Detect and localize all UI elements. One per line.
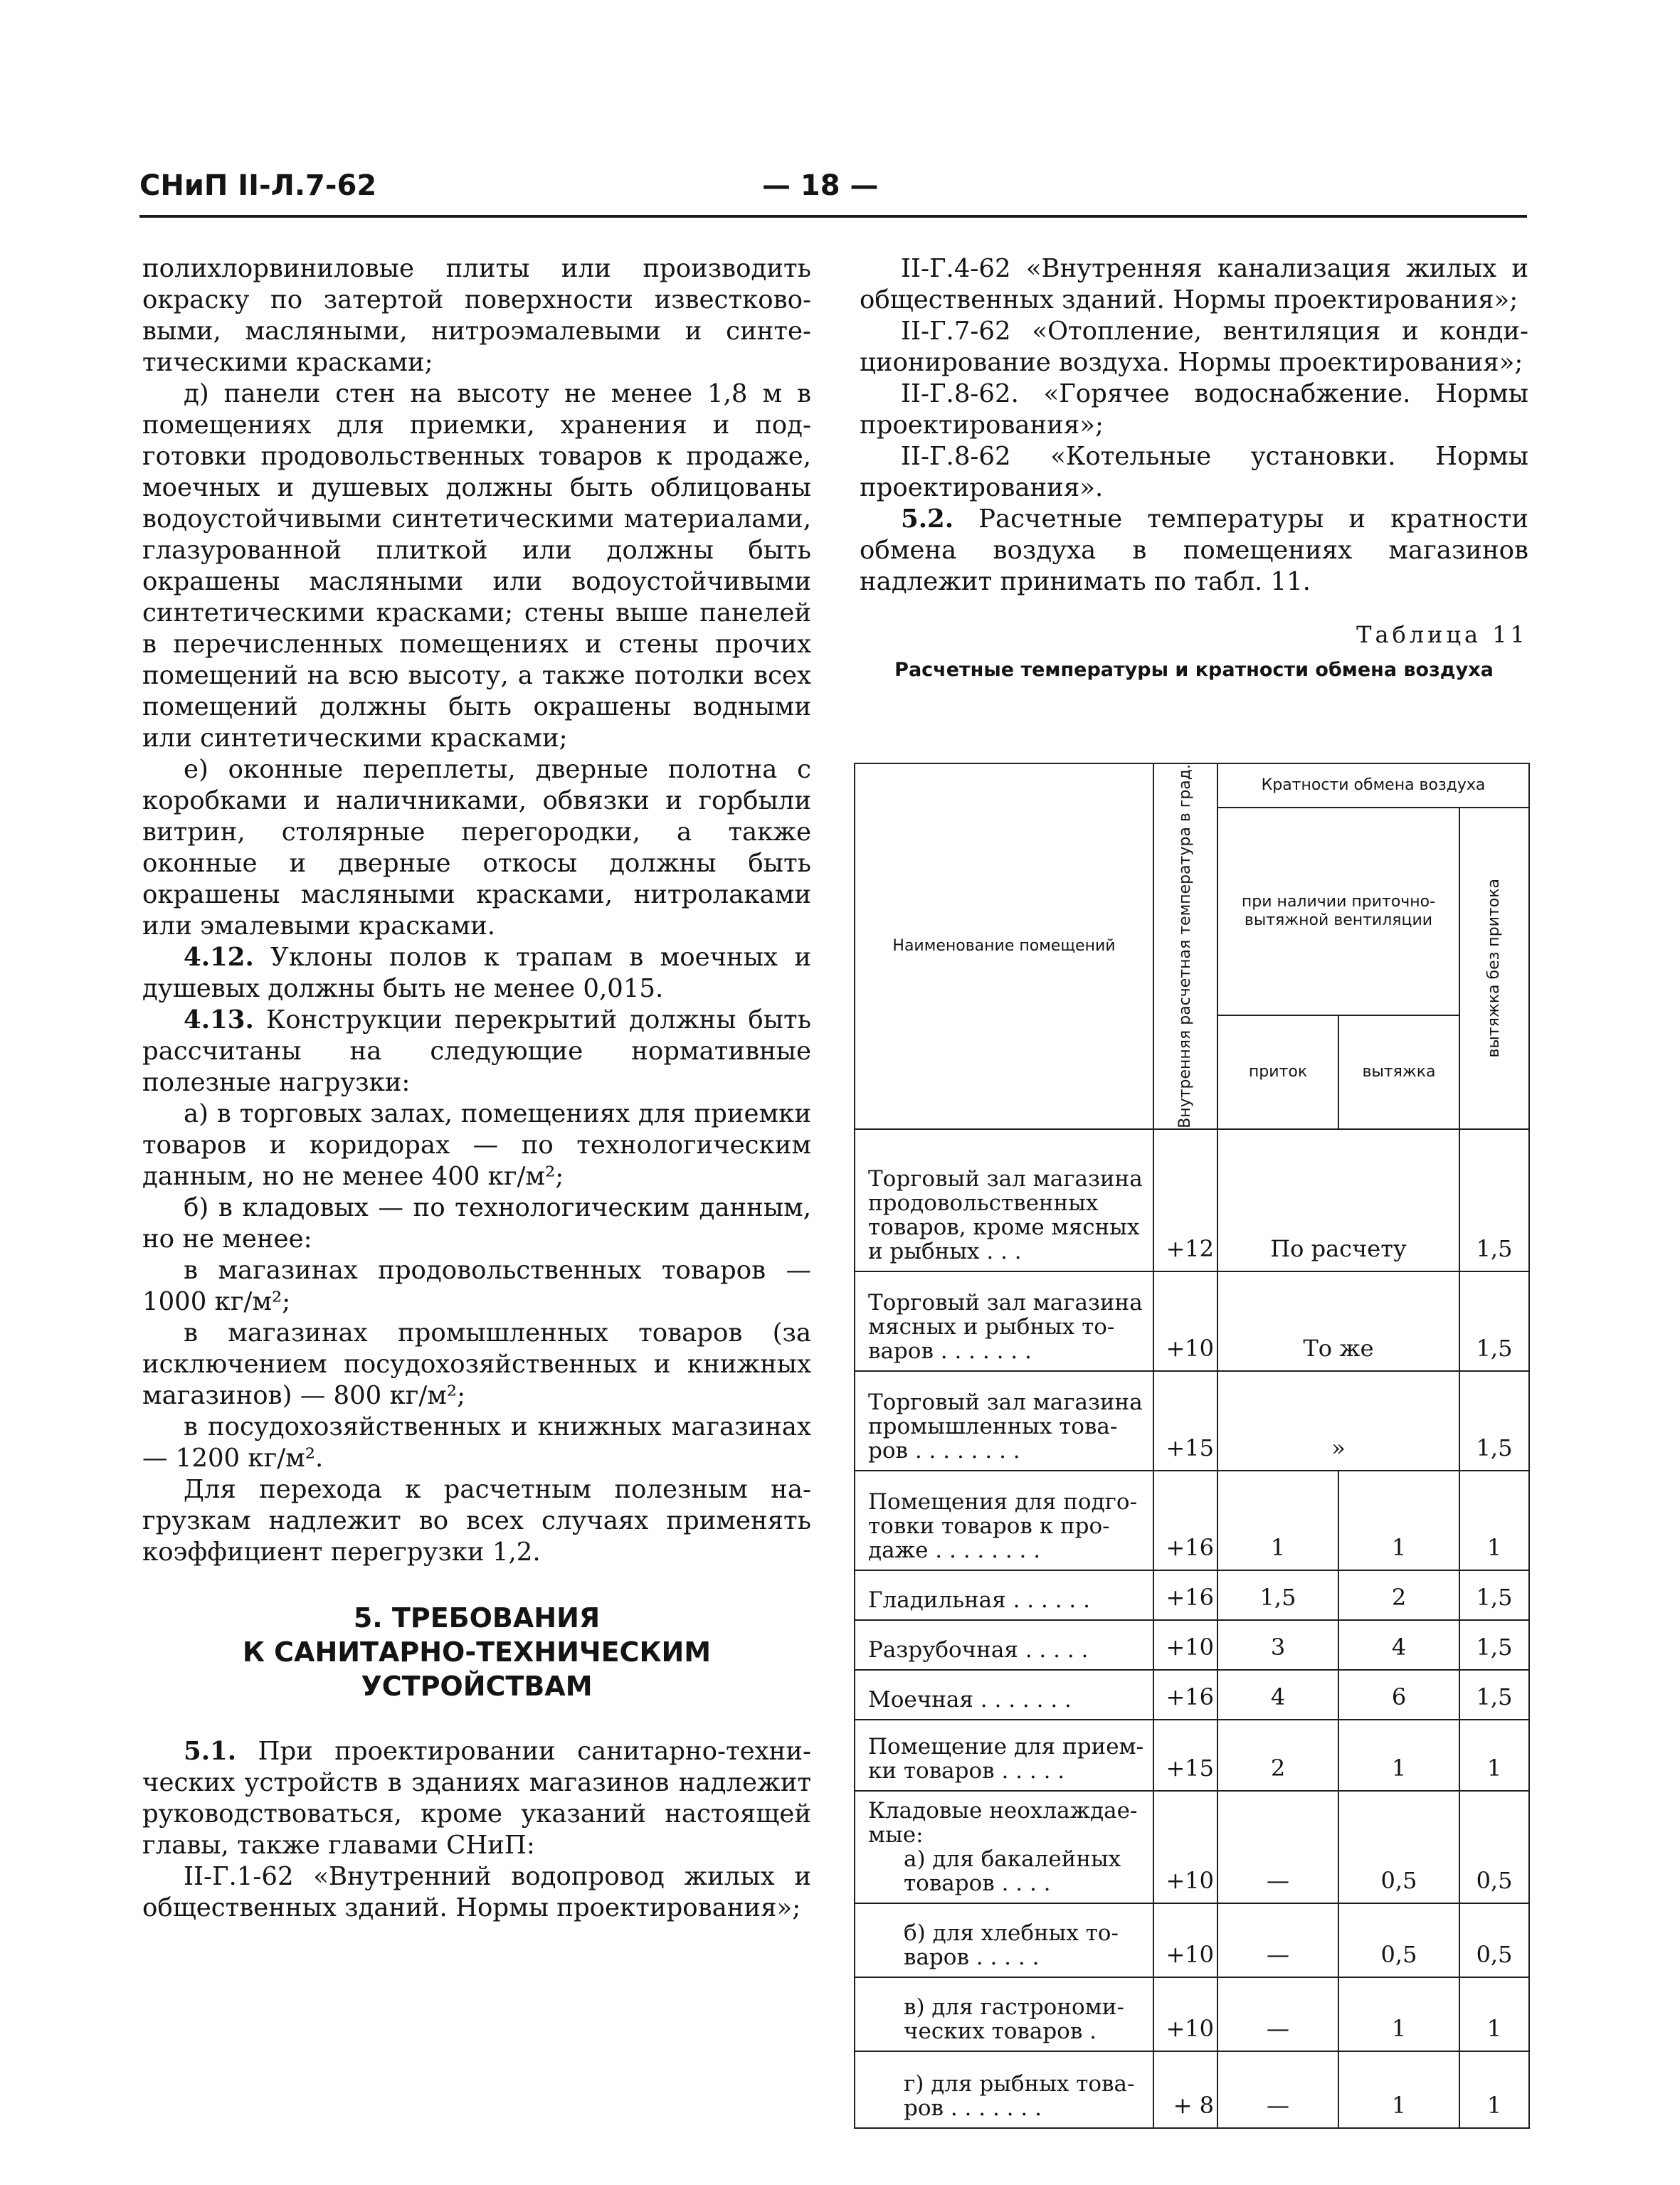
row-exhaust: 2 (1338, 1570, 1459, 1620)
paragraph: е) оконные переплеты, дверные полотна с коробками и наличниками, обвязки и горбыли витрин, столярные перегородки, а также оконные и дверные откосы должны быть окрашены масляными красками, нитролаками или эмалевыми красками. (142, 755, 811, 941)
row-name: Разрубочная . . . . . (855, 1620, 1153, 1670)
row-exhaust: 6 (1338, 1670, 1459, 1720)
header-temp-text: Внутренняя расчетная температура в град. (1176, 764, 1194, 1128)
paragraph: II-Г.8-62. «Горячее водоснабжение. Нормы проектирования»; (860, 379, 1528, 440)
row-exhaust: 1 (1338, 1720, 1459, 1791)
row-temp: + 8 (1153, 2051, 1217, 2128)
paragraph: в посудохозяйственных и книжных магазинах — 1200 кг/м². (142, 1412, 811, 1473)
row-name (855, 1791, 1153, 1903)
row-temp: +10 (1153, 1620, 1217, 1670)
table-title: Расчетные температуры и кратности обмена воздуха (894, 659, 1494, 681)
table-label: Таблица 11 (1356, 621, 1528, 648)
paragraph: II-Г.4-62 «Внутренняя канализация жилых и общественных зданий. Нормы проектирования»; (860, 254, 1528, 314)
row-supply: 2 (1217, 1720, 1338, 1791)
clause-number: 5.1. (184, 1737, 237, 1766)
row-merged: По расчету (1217, 1129, 1459, 1271)
section-title-line: К САНИТАРНО-ТЕХНИЧЕСКИМ (242, 1636, 712, 1668)
paragraph: б) в кладовых — по технологическим данным, но не менее: (142, 1193, 811, 1254)
row-no-supply: 1,5 (1459, 1129, 1529, 1271)
row-name: Моечная . . . . . . . (855, 1670, 1153, 1720)
row-supply: 3 (1217, 1620, 1338, 1670)
paragraph: II-Г.8-62 «Котельные установки. Нормы проектирования». (860, 442, 1528, 502)
row-name (855, 2051, 1153, 2128)
row-no-supply: 1,5 (1459, 1371, 1529, 1471)
table-row (855, 1620, 1529, 1670)
storage-heading: Кладовые неохлаждаемые: (868, 1797, 1138, 1848)
row-temp: +10 (1153, 1977, 1217, 2051)
header-rule (139, 215, 1527, 218)
paragraph: в магазинах продовольственных товаров — 1000 кг/м²; (142, 1256, 811, 1316)
paragraph (142, 1005, 811, 1099)
table-row (855, 1371, 1529, 1471)
row-no-supply: 1 (1459, 1977, 1529, 2051)
row-merged: » (1217, 1371, 1459, 1471)
row-exhaust: 1 (1338, 1471, 1459, 1570)
clause-number: 4.13. (184, 1005, 254, 1035)
header-exhaust: вытяжка (1338, 1015, 1459, 1129)
row-exhaust: 4 (1338, 1620, 1459, 1670)
row-exhaust: 1 (1338, 1977, 1459, 2051)
paragraph: полихлорвиниловые плиты или производить окраску по затертой поверхности известкововыми, масляными, нитроэмалевыми и синтетическими красками; (142, 254, 811, 377)
table-row (855, 1271, 1529, 1371)
row-name: Торговый зал магазина промышленных товаров . . . . . . . . (855, 1371, 1153, 1471)
row-name (855, 1977, 1153, 2051)
clause-text: Расчетные температуры и кратности обмена воздуха в помещениях магазинов надлежит принимать по табл. 11. (860, 504, 1528, 596)
table-row (855, 1570, 1529, 1620)
table-row (855, 1670, 1529, 1720)
row-temp: +15 (1153, 1720, 1217, 1791)
row-no-supply: 0,5 (1459, 1903, 1529, 1977)
paragraph (142, 942, 811, 1005)
header-name: Наименование помещений (855, 763, 1153, 1129)
clause-text: При проектировании санитарно-технических устройств в зданиях магазинов надлежит руководствоваться, кроме указаний настоящей главы, также главами СНиП: (142, 1737, 811, 1860)
ventilation-table (854, 763, 1530, 2129)
row-no-supply: 1 (1459, 1471, 1529, 1570)
row-temp: +10 (1153, 1791, 1217, 1903)
paragraph: II-Г.7-62 «Отопление, вентиляция и кондиционирование воздуха. Нормы проектирования»; (860, 317, 1528, 377)
header-no-supply-text: вытяжка без притока (1485, 879, 1504, 1058)
row-temp: +15 (1153, 1371, 1217, 1471)
table-row (855, 1791, 1529, 1903)
right-column (860, 253, 1528, 683)
table-row (855, 1903, 1529, 1977)
section-title-line: 5. ТРЕБОВАНИЯ (353, 1602, 601, 1634)
row-supply: 4 (1217, 1670, 1338, 1720)
document-code: СНиП II-Л.7-62 (139, 169, 377, 202)
table-row (855, 1129, 1529, 1271)
section-title (142, 1601, 811, 1703)
paragraph: II-Г.1-62 «Внутренний водопровод жилых и общественных зданий. Нормы проектирования»; (142, 1862, 811, 1922)
row-no-supply: 0,5 (1459, 1791, 1529, 1903)
row-supply: — (1217, 1977, 1338, 2051)
row-temp: +16 (1153, 1570, 1217, 1620)
clause-text: Уклоны полов к трапам в моечных и душевых должны быть не менее 0,015. (142, 943, 811, 1003)
row-exhaust: 0,5 (1338, 1791, 1459, 1903)
paragraph (142, 1736, 811, 1861)
row-temp: +16 (1153, 1471, 1217, 1570)
row-temp: +12 (1153, 1129, 1217, 1271)
paragraph: а) в торговых залах, помещениях для приемки товаров и коридорах — по технологическим данным, но не менее 400 кг/м²; (142, 1099, 811, 1191)
row-temp: +16 (1153, 1670, 1217, 1720)
row-supply: 1,5 (1217, 1570, 1338, 1620)
header-no-supply (1459, 808, 1529, 1129)
row-name: Торговый зал магазина продовольственных товаров, кроме мясных и рыбных . . . (855, 1129, 1153, 1271)
row-exhaust: 0,5 (1338, 1903, 1459, 1977)
paragraph: Для перехода к расчетным полезным нагрузкам надлежит во всех случаях применять коэффициент перегрузки 1,2. (142, 1475, 811, 1567)
row-no-supply: 1 (1459, 1720, 1529, 1791)
clause-number: 4.12. (184, 943, 254, 972)
row-temp: +10 (1153, 1271, 1217, 1371)
left-column (142, 253, 811, 1924)
paragraph: д) панели стен на высоту не менее 1,8 м в помещениях для приемки, хранения и подготовки продовольственных товаров к продаже, моечных и душевых должны быть облицованы водоустойчивыми синтетическими материалами, глазурованной плиткой или должны быть окрашены масляными или водоустойчивыми синтетическими красками; стены выше панелей в перечисленных помещениях и стены прочих помещений на всю высоту, а также потолки всех помещений должны быть окрашены водными или синтетическими красками; (142, 379, 811, 753)
row-name: Гладильная . . . . . . (855, 1570, 1153, 1620)
section-title-line: УСТРОЙСТВАМ (361, 1671, 593, 1702)
clause-text: Конструкции перекрытий должны быть рассчитаны на следующие нормативные полезные нагрузки: (142, 1005, 811, 1097)
row-no-supply: 1,5 (1459, 1620, 1529, 1670)
row-name: Помещение для приемки товаров . . . . . (855, 1720, 1153, 1791)
row-supply: 1 (1217, 1471, 1338, 1570)
row-name (855, 1903, 1153, 1977)
header-exchange: Кратности обмена воздуха (1217, 763, 1529, 808)
row-supply: — (1217, 1791, 1338, 1903)
row-no-supply: 1 (1459, 2051, 1529, 2128)
page-header (139, 169, 1527, 213)
page-number: — 18 — (762, 169, 879, 202)
storage-subitem: б) для хлебных товаров . . . . . (904, 1920, 1119, 1970)
paragraph: в магазинах промышленных товаров (за исключением посудохозяйственных и книжных магазинов) — 800 кг/м²; (142, 1318, 811, 1410)
row-supply: — (1217, 1903, 1338, 1977)
header-supply: приток (1217, 1015, 1338, 1129)
row-temp: +10 (1153, 1903, 1217, 1977)
row-supply: — (1217, 2051, 1338, 2128)
header-with-vent: при наличии приточно-вытяжной вентиляции (1217, 808, 1459, 1015)
paragraph (860, 504, 1528, 598)
row-no-supply: 1,5 (1459, 1271, 1529, 1371)
row-name: Торговый зал магазина мясных и рыбных товаров . . . . . . . (855, 1271, 1153, 1371)
table-row (855, 2051, 1529, 2128)
row-exhaust: 1 (1338, 2051, 1459, 2128)
table-row (855, 1977, 1529, 2051)
row-merged: То же (1217, 1271, 1459, 1371)
row-no-supply: 1,5 (1459, 1670, 1529, 1720)
header-temp (1153, 763, 1217, 1129)
table-row (855, 1471, 1529, 1570)
storage-subitem: г) для рыбных товаров . . . . . . . (904, 2070, 1135, 2121)
storage-subitem: а) для бакалейных товаров . . . . (904, 1846, 1121, 1896)
row-no-supply: 1,5 (1459, 1570, 1529, 1620)
table-row (855, 1720, 1529, 1791)
storage-subitem: в) для гастрономических товаров . (904, 1994, 1124, 2044)
clause-number: 5.2. (901, 504, 954, 534)
row-name: Помещения для подготовки товаров к продаже . . . . . . . . (855, 1471, 1153, 1570)
